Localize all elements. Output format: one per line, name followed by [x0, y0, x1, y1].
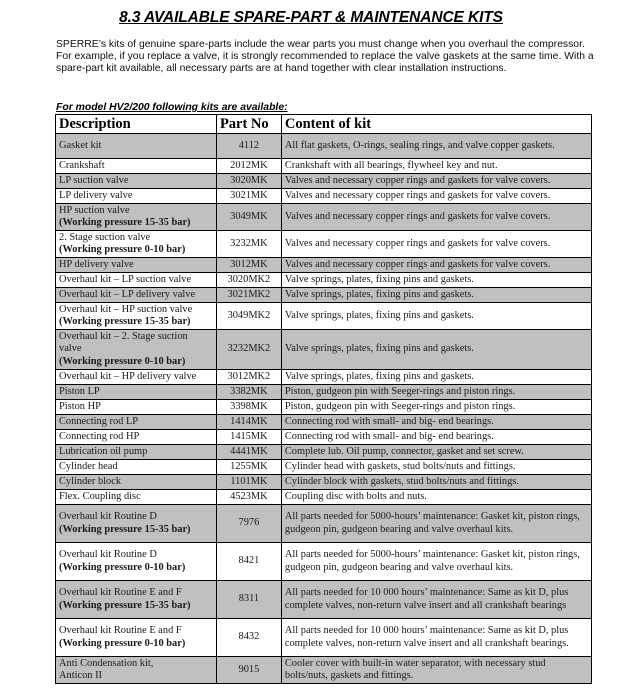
working-pressure-note: (Working pressure 15-35 bar) — [59, 599, 191, 611]
kit-name: 2. Stage suction valve — [59, 231, 151, 243]
part-number: 3020MK — [216, 174, 281, 189]
table-row — [56, 445, 592, 460]
kit-content: Coupling disc with bolts and nuts. — [281, 490, 591, 505]
part-number: 1101MK — [216, 475, 281, 490]
table-row — [56, 204, 592, 231]
part-number: 3012MK2 — [216, 370, 281, 385]
kit-content: Cylinder head with gaskets, stud bolts/nuts and fittings. — [281, 460, 591, 475]
kit-name: Lubrication oil pump — [59, 445, 148, 457]
kit-description — [56, 330, 217, 370]
kit-content: All flat gaskets, O-rings, sealing rings, and valve copper gaskets. — [281, 134, 591, 159]
kit-description — [56, 134, 217, 159]
working-pressure-note: (Working pressure 15-35 bar) — [59, 316, 191, 327]
working-pressure-note: (Working pressure 0-10 bar) — [59, 637, 186, 649]
kit-content: Piston, gudgeon pin with Seeger-rings and piston rings. — [281, 400, 591, 415]
kit-name: Connecting rod HP — [59, 430, 140, 442]
part-number: 4441MK — [216, 445, 281, 460]
part-number: 3049MK — [216, 204, 281, 231]
working-pressure-note: (Working pressure 0-10 bar) — [59, 355, 186, 367]
kit-content: All parts needed for 10 000 hours’ maintenance: Same as kit D, plus complete valves, non-return valve insert and all crankshaft bearings — [281, 581, 591, 619]
kit-name: HP suction valve — [59, 204, 130, 216]
kit-content: Connecting rod with small- and big- end bearings. — [281, 415, 591, 430]
kit-name: Flex. Coupling disc — [59, 490, 141, 502]
part-number: 3021MK2 — [216, 288, 281, 303]
kit-description — [56, 543, 217, 581]
table-row — [56, 415, 592, 430]
part-number: 3021MK — [216, 189, 281, 204]
table-row — [56, 288, 592, 303]
kit-content: Piston, gudgeon pin with Seeger-rings and piston rings. — [281, 385, 591, 400]
kit-content: Valves and necessary copper rings and gaskets for valve covers. — [281, 258, 591, 273]
kit-description — [56, 581, 217, 619]
kit-name: Cylinder head — [59, 460, 118, 472]
kit-description — [56, 475, 217, 490]
kit-name: Overhaul kit Routine D — [59, 511, 157, 523]
kit-content: All parts needed for 10 000 hours’ maintenance: Same as kit D, plus complete valves, non-return valve insert and all crankshaft bearings. — [281, 619, 591, 657]
kit-name: LP delivery valve — [59, 189, 133, 201]
kit-name: Overhaul kit Routine E and F — [59, 587, 182, 599]
kit-content: Crankshaft with all bearings, flywheel key and nut. — [281, 159, 591, 174]
kit-name: Overhaul kit – HP suction valve — [59, 303, 193, 315]
table-row — [56, 134, 592, 159]
kit-description — [56, 619, 217, 657]
kit-content: Cylinder block with gaskets, stud bolts/nuts and fittings. — [281, 475, 591, 490]
table-row — [56, 430, 592, 445]
kits-table-body — [56, 134, 592, 684]
table-header-row — [56, 115, 592, 134]
kit-name: Piston HP — [59, 400, 101, 412]
kit-name: Crankshaft — [59, 159, 105, 171]
header-description: Description — [56, 115, 217, 134]
kit-content: Complete lub. Oil pump, connector, gasket and set screw. — [281, 445, 591, 460]
table-row — [56, 189, 592, 204]
table-row — [56, 370, 592, 385]
kit-description — [56, 189, 217, 204]
kit-description — [56, 415, 217, 430]
part-number: 8421 — [216, 543, 281, 581]
part-number: 3012MK — [216, 258, 281, 273]
part-number: 9015 — [216, 657, 281, 684]
table-row — [56, 385, 592, 400]
kit-name: Overhaul kit Routine E and F — [59, 625, 182, 637]
table-row — [56, 657, 592, 684]
kit-content: Valve springs, plates, fixing pins and gaskets. — [281, 288, 591, 303]
kit-name: Overhaul kit Routine D — [59, 549, 157, 561]
kit-name: Overhaul kit – LP delivery valve — [59, 288, 196, 300]
working-pressure-note: (Working pressure 0-10 bar) — [59, 561, 186, 573]
kit-name: Connecting rod LP — [59, 415, 139, 427]
kit-content: Valve springs, plates, fixing pins and gaskets. — [281, 370, 591, 385]
part-number: 3049MK2 — [216, 303, 281, 330]
kit-description — [56, 460, 217, 475]
kit-content: Valve springs, plates, fixing pins and gaskets. — [281, 330, 591, 370]
kit-name: Anti Condensation kit, — [59, 657, 154, 669]
kit-description — [56, 159, 217, 174]
kit-content: Valve springs, plates, fixing pins and gaskets. — [281, 303, 591, 330]
part-number: 1414MK — [216, 415, 281, 430]
part-number: 4523MK — [216, 490, 281, 505]
kit-description — [56, 657, 217, 684]
table-row — [56, 543, 592, 581]
part-number: 7976 — [216, 505, 281, 543]
kit-description — [56, 231, 217, 258]
kit-content: Valves and necessary copper rings and gaskets for valve covers. — [281, 174, 591, 189]
kit-description — [56, 505, 217, 543]
header-part-no: Part No — [216, 115, 281, 134]
kit-name: Cylinder block — [59, 475, 122, 487]
kit-content: Valve springs, plates, fixing pins and gaskets. — [281, 273, 591, 288]
kit-description — [56, 258, 217, 273]
table-caption: For model HV2/200 following kits are available: — [56, 102, 288, 113]
kit-name: Gasket kit — [59, 139, 102, 151]
table-row — [56, 581, 592, 619]
table-row — [56, 330, 592, 370]
kit-name-continued: valve — [59, 343, 82, 355]
part-number: 3232MK — [216, 231, 281, 258]
kit-name: Piston LP — [59, 385, 100, 397]
kit-description — [56, 370, 217, 385]
table-row — [56, 174, 592, 189]
kit-content: Cooler cover with built-in water separator, with necessary stud bolts/nuts, gaskets and fittings. — [281, 657, 591, 684]
kit-description — [56, 445, 217, 460]
kit-description — [56, 273, 217, 288]
kit-content: Valves and necessary copper rings and gaskets for valve covers. — [281, 204, 591, 231]
kit-name: LP suction valve — [59, 174, 129, 186]
kit-content: Valves and necessary copper rings and gaskets for valve covers. — [281, 231, 591, 258]
part-number: 2012MK — [216, 159, 281, 174]
kit-content: All parts needed for 5000-hours’ maintenance: Gasket kit, piston rings, gudgeon pin, gudgeon bearing and valve overhaul kits. — [281, 505, 591, 543]
kit-name: HP delivery valve — [59, 258, 134, 270]
part-number: 3382MK — [216, 385, 281, 400]
kit-description — [56, 400, 217, 415]
part-number: 3020MK2 — [216, 273, 281, 288]
part-number: 8432 — [216, 619, 281, 657]
kit-description — [56, 174, 217, 189]
table-row — [56, 159, 592, 174]
working-pressure-note: (Working pressure 15-35 bar) — [59, 523, 191, 535]
kit-description — [56, 204, 217, 231]
kit-content: Valves and necessary copper rings and gaskets for valve covers. — [281, 189, 591, 204]
working-pressure-note: (Working pressure 15-35 bar) — [59, 217, 191, 228]
part-number: 4112 — [216, 134, 281, 159]
table-row — [56, 460, 592, 475]
table-row — [56, 273, 592, 288]
kit-description — [56, 490, 217, 505]
kit-content: Connecting rod with small- and big- end bearings. — [281, 430, 591, 445]
part-number: 1415MK — [216, 430, 281, 445]
table-row — [56, 490, 592, 505]
part-number: 3398MK — [216, 400, 281, 415]
kits-table — [55, 114, 592, 684]
table-row — [56, 231, 592, 258]
table-row — [56, 258, 592, 273]
intro-paragraph: SPERRE’s kits of genuine spare-parts include the wear parts you must change when you overhaul the compressor. For example, if you replace a valve, it is strongly recommended to replace the valve gaskets at the same time. With a spare-part kit available, all necessary parts are at hand together with clear installation instructions. — [56, 39, 594, 75]
header-content: Content of kit — [281, 115, 591, 134]
table-row — [56, 619, 592, 657]
kit-description — [56, 303, 217, 330]
section-title: 8.3 AVAILABLE SPARE-PART & MAINTENANCE KITS — [119, 9, 503, 26]
table-row — [56, 505, 592, 543]
kit-name: Overhaul kit – 2. Stage suction — [59, 331, 188, 343]
kit-name: Overhaul kit – HP delivery valve — [59, 370, 197, 382]
kit-description — [56, 288, 217, 303]
kit-description — [56, 430, 217, 445]
kit-name-continued: Anticon II — [59, 670, 102, 681]
table-row — [56, 400, 592, 415]
kit-description — [56, 385, 217, 400]
kit-content: All parts needed for 5000-hours’ maintenance: Gasket kit, piston rings, gudgeon pin, gudgeon bearing and valve overhaul kits. — [281, 543, 591, 581]
kit-name: Overhaul kit – LP suction valve — [59, 273, 192, 285]
part-number: 8311 — [216, 581, 281, 619]
working-pressure-note: (Working pressure 0-10 bar) — [59, 244, 186, 255]
part-number: 1255MK — [216, 460, 281, 475]
table-row — [56, 303, 592, 330]
part-number: 3232MK2 — [216, 330, 281, 370]
table-row — [56, 475, 592, 490]
